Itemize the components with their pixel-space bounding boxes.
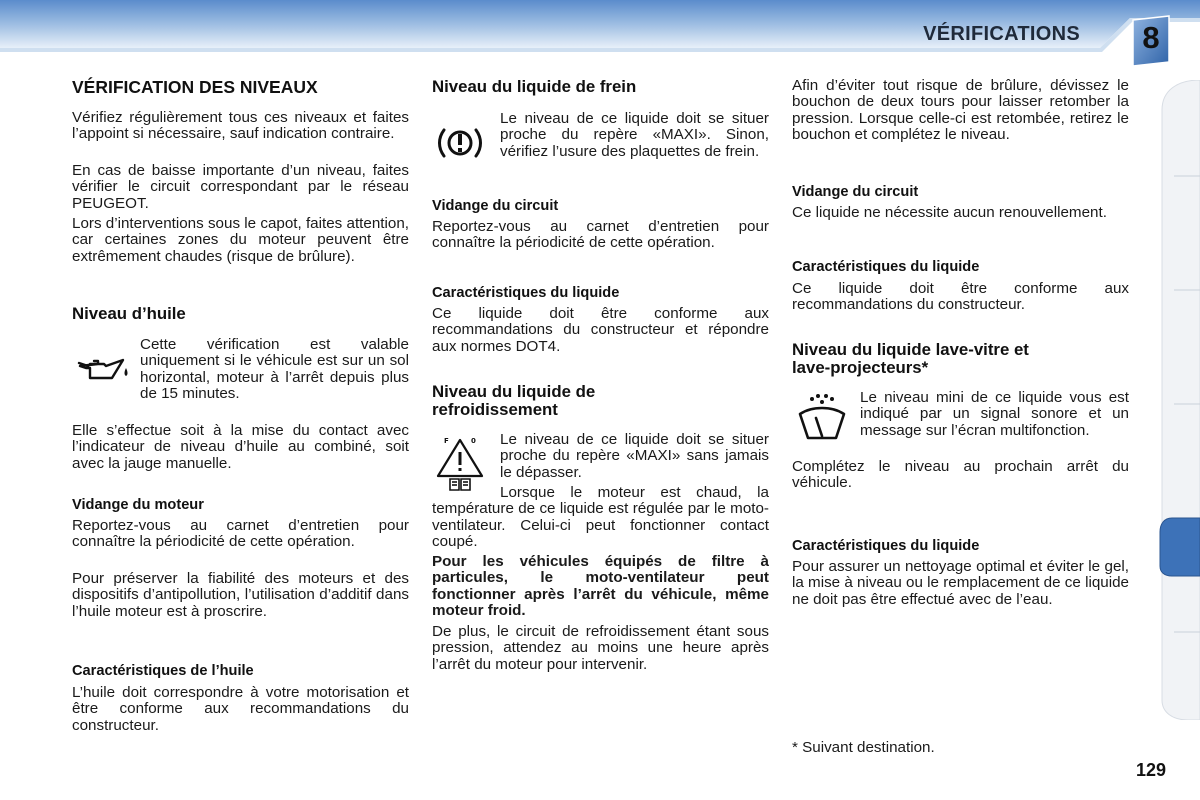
coolant-bold-notice: Pour les véhicules équipés de filtre à particules, le moto-ventilateur peut fonctionner après l’arrêt du véhicule, même moteur froid.: [432, 553, 769, 619]
oil-level-paragraph-2: Elle s’effectue soit à la mise du contact avec l’indicateur de niveau d’huile au combiné, soit avec la jauge manuelle.: [72, 422, 409, 472]
intro-paragraph-3: Lors d’interventions sous le capot, faites attention, car certaines zones du moteur peuvent être extrêmement chaudes (risque de brûlure).: [72, 215, 409, 265]
oil-spec-heading: Caractéristiques de l’huile: [72, 663, 254, 679]
brake-fluid-paragraph: Le niveau de ce liquide doit se situer proche du repère «MAXI». Sinon, vérifiez l’usure des plaquettes de frein.: [500, 110, 769, 160]
washer-paragraph-2: Complétez le niveau au prochain arrêt du véhicule.: [792, 458, 1129, 492]
chapter-number: 8: [1142, 20, 1160, 55]
page-number: 129: [1136, 760, 1167, 780]
coolant-paragraph-3: De plus, le circuit de refroidissement étant sous pression, attendez au moins une heure après l’arrêt du moteur pour intervenir.: [432, 623, 769, 673]
washer-heading-line-2: lave-projecteurs*: [792, 358, 929, 377]
brake-spec-heading: Caractéristiques du liquide: [432, 285, 620, 301]
washer-heading-line-1: Niveau du liquide lave-vitre et: [792, 340, 1029, 359]
brake-drain-paragraph: Reportez-vous au carnet d’entretien pour connaître la périodicité de cette opération.: [432, 218, 769, 252]
brake-spec-paragraph: Ce liquide doit être conforme aux recommandations du constructeur et répondre aux normes DOT4.: [432, 305, 769, 355]
coolant-warning-icon: [432, 434, 488, 492]
engine-drain-heading: Vidange du moteur: [72, 497, 204, 513]
oil-level-paragraph-1: Cette vérification est valable uniquement si le véhicule est sur un sol horizontal, moteur à l’arrêt depuis plus de 15 minutes.: [140, 336, 409, 402]
coolant-drain-heading: Vidange du circuit: [792, 184, 919, 200]
engine-drain-paragraph-2: Pour préserver la fiabilité des moteurs et des dispositifs d’antipollution, l’utilisation d’additif dans l’huile moteur est à proscrire.: [72, 570, 409, 620]
coolant-paragraph-2: Lorsque le moteur est chaud, la température de ce liquide est régulée par le moto-ventilateur. Celui-ci peut fonctionner contact coupé.: [432, 484, 769, 550]
thumb-tabs: [1158, 80, 1200, 720]
coolant-heading-line-1: Niveau du liquide de: [432, 382, 596, 401]
engine-drain-paragraph-1: Reportez-vous au carnet d’entretien pour connaître la périodicité de cette opération.: [72, 517, 409, 551]
brake-warning-icon: [436, 120, 484, 166]
oil-spec-paragraph: L’huile doit correspondre à votre motorisation et être conforme aux recommandations du constructeur.: [72, 684, 409, 734]
brake-fluid-heading: Niveau du liquide de frein: [432, 77, 637, 96]
brake-drain-heading: Vidange du circuit: [432, 198, 559, 214]
washer-fluid-icon: [794, 392, 850, 444]
coolant-spec-heading: Caractéristiques du liquide: [792, 259, 980, 275]
section-title: VÉRIFICATIONS: [923, 23, 1080, 45]
intro-paragraph-1: Vérifiez régulièrement tous ces niveaux et faites l’appoint si nécessaire, sauf indication contraire.: [72, 109, 409, 143]
coolant-paragraph-4: Afin d’éviter tout risque de brûlure, dévissez le bouchon de deux tours pour laisser retomber la pression. Lorsque celle-ci est retombée, retirez le bouchon et complétez le niveau.: [792, 77, 1129, 143]
intro-paragraph-2: En cas de baisse importante d’un niveau, faites vérifier le circuit correspondant par le réseau PEUGEOT.: [72, 162, 409, 212]
coolant-drain-paragraph: Ce liquide ne nécessite aucun renouvellement.: [792, 204, 1107, 221]
washer-spec-heading: Caractéristiques du liquide: [792, 538, 980, 554]
svg-text:F: F: [444, 437, 449, 445]
oil-can-icon: [76, 354, 132, 386]
coolant-paragraph-1: Le niveau de ce liquide doit se situer proche du repère «MAXI» sans jamais le dépasser.: [500, 431, 769, 481]
washer-paragraph-1: Le niveau mini de ce liquide vous est indiqué par un signal sonore et un message sur l’écran multifonction.: [860, 389, 1129, 439]
oil-level-heading: Niveau d’huile: [72, 304, 186, 323]
footnote: * Suivant destination.: [792, 739, 935, 756]
washer-spec-paragraph: Pour assurer un nettoyage optimal et éviter le gel, la mise à niveau ou le remplacement de ce liquide ne doit pas être effectué avec de l’eau.: [792, 558, 1129, 608]
coolant-spec-paragraph: Ce liquide doit être conforme aux recommandations du constructeur.: [792, 280, 1129, 314]
svg-text:0: 0: [471, 437, 476, 445]
page-section-title: VÉRIFICATION DES NIVEAUX: [72, 77, 318, 97]
coolant-heading-line-2: refroidissement: [432, 400, 558, 419]
